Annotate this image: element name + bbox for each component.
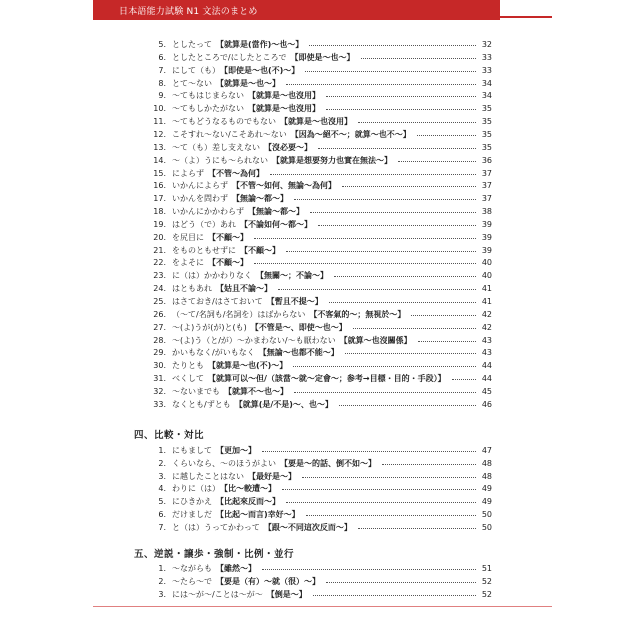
dot-leader [302,477,476,479]
entry-grammar [172,321,347,334]
entry-grammar [172,346,339,359]
entry-page-number: 35 [481,104,492,114]
toc-entry[interactable] [0,385,640,398]
toc-entry[interactable] [0,205,640,218]
entry-number: 4. [158,484,166,494]
entry-page-number: 37 [481,181,492,191]
entry-meaning: 【比起來反而～】 [216,497,280,507]
toc-entry[interactable] [0,457,640,470]
entry-grammar-text: ～て（も）差し支えない [172,142,260,152]
entry-grammar-text: こそすれ～ない/こそあれ～ない [172,129,287,139]
entry-number: 16. [153,181,166,191]
entry-meaning: 【就算是～也沒用】 [280,117,352,127]
dot-leader [305,71,476,73]
entry-grammar-text: かいもなく/がいもなく [172,348,255,358]
entry-meaning: 【雖然～】 [216,564,256,573]
entry-page-number: 49 [481,497,492,507]
entry-grammar [172,521,352,534]
entry-meaning: 【姑且不論～】 [216,284,272,294]
dot-leader [358,122,476,124]
entry-number: 1. [158,446,166,455]
entry-page-number: 48 [481,458,492,468]
entry-meaning: 【要是～的話、倒不如～】 [280,458,376,468]
entry-grammar [172,77,280,90]
entry-grammar [172,562,256,575]
dot-leader [309,45,476,47]
entry-number: 26. [153,309,166,319]
dot-leader [353,328,476,330]
toc-entry[interactable] [0,38,640,51]
dot-leader [293,366,476,368]
entry-grammar [172,38,303,51]
dot-leader [294,392,476,394]
dot-leader [339,405,476,407]
entry-grammar [172,385,288,398]
dot-leader [398,161,476,163]
entry-meaning: 【就算是想要努力也實在無法～】 [272,155,392,165]
entry-page-number: 49 [481,484,492,494]
dot-leader [411,315,476,317]
toc-entry[interactable] [0,128,640,141]
header-bar [93,0,500,20]
entry-page-number: 43 [481,335,492,345]
toc-entry[interactable] [0,179,640,192]
dot-leader [326,96,476,98]
entry-page-number: 46 [481,399,492,409]
dot-leader [286,251,476,253]
entry-grammar-text: ～ながらも [172,564,212,573]
toc-entry[interactable] [0,398,640,411]
entry-page-number: 41 [481,284,492,294]
toc-entry[interactable] [0,231,640,244]
dot-leader [294,199,476,201]
entry-grammar [172,269,328,282]
entry-number: 29. [153,348,166,358]
entry-grammar-text: ～（よ）うにも～られない [172,155,268,165]
entry-meaning: 【不管是～、即使～也～】 [250,322,347,332]
dot-leader [318,225,476,227]
entry-meaning: 【即使是～也～】 [290,52,355,62]
toc-entry[interactable] [0,64,640,77]
entry-meaning: 【最好是～】 [248,471,296,481]
header-rule [500,16,552,18]
toc-entry[interactable] [0,102,640,115]
entry-grammar-text: はさておき/はさておいて [172,297,263,306]
entry-page-number: 45 [481,386,492,396]
entry-grammar [172,115,352,128]
entry-meaning: 【因為～絕不～；就算～也不～】 [290,129,411,139]
dot-leader [318,148,476,150]
entry-number: 27. [153,322,166,332]
dot-leader [334,276,476,278]
toc-entry[interactable] [0,295,640,308]
entry-grammar [172,575,320,588]
entry-number: 3. [158,589,166,599]
entry-grammar [172,470,296,483]
entry-page-number: 51 [481,564,492,573]
entry-page-number: 44 [481,374,492,384]
entry-grammar [172,495,280,508]
dot-leader [270,174,476,176]
entry-number: 6. [158,510,166,519]
entry-grammar-text: をものともせずに [172,245,236,255]
entry-meaning: 【暫且不提～】 [266,297,323,306]
entry-number: 30. [153,361,166,371]
entry-number: 8. [158,78,166,88]
dot-leader [286,502,476,504]
entry-meaning: 【就算～也沒關係】 [339,335,412,345]
dot-leader [262,451,476,453]
entry-page-number: 52 [481,589,492,599]
entry-grammar [172,231,248,244]
entry-number: 32. [153,386,166,396]
entry-page-number: 50 [481,510,492,519]
toc-entry[interactable] [0,269,640,282]
dot-leader [329,302,476,304]
dot-leader [382,464,476,466]
toc-entry[interactable] [0,470,640,483]
entry-number: 31. [153,374,166,384]
dot-leader [361,58,476,60]
entry-page-number: 43 [481,348,492,358]
entry-number: 5. [158,40,166,49]
entry-number: 28. [153,335,166,345]
dot-leader [313,595,476,597]
entry-number: 9. [158,91,166,101]
entry-meaning: 【無關～；不論～】 [256,271,328,281]
toc-entry[interactable] [0,495,640,508]
toc-entry[interactable] [0,308,640,321]
entry-page-number: 47 [481,446,492,455]
entry-grammar-text: べくして [172,374,204,384]
toc-entry[interactable] [0,282,640,295]
entry-number: 2. [158,576,166,586]
entry-grammar [172,102,320,115]
toc-entry[interactable] [0,321,640,334]
entry-grammar [172,444,256,457]
entry-meaning: 【就算可以～但/（該當～就～定會～；参考→目標・目的・手段）】 [208,374,446,384]
entry-grammar-text: ～てもしかたがない [172,104,244,114]
entry-page-number: 33 [481,65,492,75]
entry-grammar [172,205,304,218]
dot-leader [262,569,476,571]
entry-grammar-text: ～たら～で [172,576,212,586]
entry-grammar-text: によらず [172,168,204,178]
entry-page-number: 39 [481,245,492,255]
entry-grammar-text: ～てもはじまらない [172,91,244,101]
toc-entry[interactable] [0,256,640,269]
entry-grammar [172,482,276,495]
entry-number: 5. [158,497,166,507]
toc-entry[interactable] [0,192,640,205]
dot-leader [326,109,476,111]
entry-meaning: 【無論～也都不能～】 [258,348,339,358]
entry-grammar-text: ～(よ)うが(が)と(も) [172,322,247,332]
entry-grammar-text: にして（も） [172,65,220,75]
entry-number: 10. [153,104,166,114]
toc-entry[interactable] [0,575,640,588]
entry-grammar-text: たりとも [172,361,204,371]
entry-meaning: 【就算是(當作)～也～】 [216,40,304,49]
entry-meaning: 【無論～都～】 [232,194,288,204]
entry-grammar-text: ～てもどうなるものでもない [172,117,276,127]
entry-grammar [172,588,307,601]
toc-entry[interactable] [0,359,640,372]
entry-number: 25. [153,297,166,306]
dot-leader [282,489,476,491]
entry-page-number: 42 [481,309,492,319]
entry-number: 15. [153,168,166,178]
entry-grammar-text: を尻目に [172,232,204,242]
entry-meaning: 【就算是～也(不)～】 [208,361,288,371]
entry-grammar [172,334,412,347]
entry-number: 13. [153,142,166,152]
entry-meaning: 【沒必要～】 [264,142,312,152]
entry-meaning: 【倒是～】 [266,589,307,599]
entry-grammar [172,179,336,192]
entry-number: 11. [153,117,166,127]
entry-meaning: 【不論如何～都～】 [240,219,312,229]
entry-grammar [172,128,411,141]
entry-page-number: 39 [481,232,492,242]
toc-entry[interactable] [0,244,640,257]
entry-grammar [172,457,376,470]
entry-grammar-text: ～(よ)う（と/が）～かまわない/～も厭わない [172,335,336,345]
dot-leader [358,528,476,530]
entry-page-number: 35 [481,117,492,127]
entry-grammar [172,154,392,167]
entry-grammar [172,398,333,411]
entry-meaning: 【比起～而言)幸好～】 [216,510,300,519]
entry-number: 7. [158,522,166,532]
toc-entry[interactable] [0,562,640,575]
toc-entry[interactable] [0,167,640,180]
toc-entry[interactable] [0,51,640,64]
dot-leader [418,341,476,343]
entry-meaning: 【不顧～】 [208,232,248,242]
toc-entry[interactable] [0,521,640,534]
entry-grammar-text: いかんによらず [172,181,228,191]
entry-number: 2. [158,458,166,468]
entry-meaning: 【就算(是/不是)～、也～】 [234,399,333,409]
entry-meaning: 【不顧～】 [240,245,280,255]
entry-page-number: 50 [481,522,492,532]
entry-grammar-text: にひきかえ [172,497,212,507]
dot-leader [452,379,476,381]
entry-page-number: 33 [481,52,492,62]
entry-grammar-text: に越したことはない [172,471,244,481]
entry-grammar-text: をよそに [172,258,204,268]
dot-leader [326,582,476,584]
entry-meaning: 【不管～為何】 [208,168,264,178]
section-heading-comparison: 四、比較・対比 [134,430,205,441]
toc-entry[interactable] [0,444,640,457]
entry-number: 6. [158,52,166,62]
dot-leader [278,289,476,291]
toc-entry[interactable] [0,154,640,167]
entry-page-number: 36 [481,155,492,165]
entry-grammar-text: いかんにかかわらず [172,207,244,217]
entry-grammar [172,244,280,257]
toc-entry[interactable] [0,89,640,102]
entry-grammar [172,51,355,64]
entry-number: 1. [158,564,166,573]
toc-entry[interactable] [0,372,640,385]
entry-grammar [172,89,320,102]
entry-number: 3. [158,471,166,481]
entry-meaning: 【就算是～也沒用】 [248,104,320,114]
toc-entry[interactable] [0,346,640,359]
entry-grammar-text: はどう（で）あれ [172,219,236,229]
toc-entry[interactable] [0,218,640,231]
entry-meaning: 【就算是～也沒用】 [248,91,320,101]
entry-number: 12. [153,129,166,139]
toc-entry[interactable] [0,482,640,495]
entry-page-number: 37 [481,194,492,204]
entry-page-number: 32 [481,40,492,49]
entry-number: 19. [153,219,166,229]
entry-grammar-text: くらいなら、～のほうがよい [172,458,276,468]
dot-leader [306,515,476,517]
entry-grammar-text: はともあれ [172,284,212,294]
entry-grammar-text: と（は）うってかわって [172,522,260,532]
entry-grammar [172,372,446,385]
entry-grammar [172,218,312,231]
entry-number: 23. [153,271,166,281]
entry-grammar [172,141,312,154]
dot-leader [342,186,476,188]
entry-meaning: 【更加～】 [216,446,256,455]
entry-page-number: 38 [481,207,492,217]
entry-meaning: 【要是（有）～就（很）～】 [216,576,320,586]
entry-grammar-text: には～が～/ことは～が～ [172,589,263,599]
entry-grammar [172,192,288,205]
entry-grammar-text: とて～ない [172,78,212,88]
header-title: 日本語能力試験 N1 文法のまとめ [119,7,258,17]
entry-grammar [172,508,300,521]
entry-meaning: 【比～較遭～】 [224,484,276,494]
entry-number: 14. [153,155,166,165]
entry-grammar [172,64,299,77]
entry-number: 33. [153,399,166,409]
dot-leader [254,238,476,240]
entry-grammar-text: としたって [172,40,212,49]
entry-grammar-text: いかんを問わず [172,194,228,204]
entry-page-number: 37 [481,168,492,178]
entry-grammar-text: にもまして [172,446,212,455]
entry-page-number: 52 [481,576,492,586]
entry-meaning: 【跟～不同這次反而～】 [263,522,352,532]
entry-page-number: 34 [481,78,492,88]
dot-leader [286,84,476,86]
dot-leader [417,135,476,137]
toc-entry[interactable] [0,115,640,128]
entry-page-number: 35 [481,129,492,139]
entry-number: 20. [153,232,166,242]
entry-page-number: 48 [481,471,492,481]
entry-page-number: 42 [481,322,492,332]
entry-grammar-text: としたところで/にしたところで [172,52,287,62]
entry-meaning: 【無論～都～】 [248,207,304,217]
entry-number: 17. [153,194,166,204]
toc-entry[interactable] [0,141,640,154]
dot-leader [254,263,476,265]
entry-grammar-text: だけましだ [172,510,212,519]
entry-number: 18. [153,207,166,217]
dot-leader [345,353,476,355]
entry-number: 24. [153,284,166,294]
entry-grammar-text: に（は）かかわりなく [172,271,252,281]
toc-entry[interactable] [0,508,640,521]
entry-page-number: 40 [481,271,492,281]
entry-grammar [172,282,272,295]
entry-page-number: 44 [481,361,492,371]
entry-page-number: 39 [481,219,492,229]
entry-meaning: 【不管～如何、無論～為何】 [232,181,336,191]
entry-grammar-text: なくとも/ずとも [172,399,231,409]
entry-number: 7. [158,65,166,75]
section-heading-concession: 五、逆説・譲歩・強制・比例・並行 [134,549,295,560]
entry-meaning: 【即使是～也(不)～】 [224,65,300,75]
entry-grammar [172,308,405,321]
entry-grammar [172,256,248,269]
footer-rule [93,606,552,607]
entry-grammar [172,359,287,372]
entry-meaning: 【就算是～也～】 [216,78,280,88]
entry-number: 22. [153,258,166,268]
toc-entry[interactable] [0,588,640,601]
dot-leader [310,212,476,214]
entry-meaning: 【不顧～】 [208,258,248,268]
entry-number: 21. [153,245,166,255]
entry-grammar [172,167,264,180]
toc-entry[interactable] [0,334,640,347]
entry-meaning: 【就算不～也～】 [224,386,288,396]
entry-grammar-text: ～ないまでも [172,386,220,396]
entry-grammar [172,295,323,308]
entry-page-number: 35 [481,142,492,152]
toc-entry[interactable] [0,77,640,90]
entry-page-number: 41 [481,297,492,306]
entry-page-number: 34 [481,91,492,101]
entry-meaning: 【不客氣的～；無視於～】 [309,309,406,319]
entry-page-number: 40 [481,258,492,268]
entry-grammar-text: わりに（は） [172,484,220,494]
entry-grammar-text: （～て/名詞も/名詞を）はばからない [172,309,306,319]
